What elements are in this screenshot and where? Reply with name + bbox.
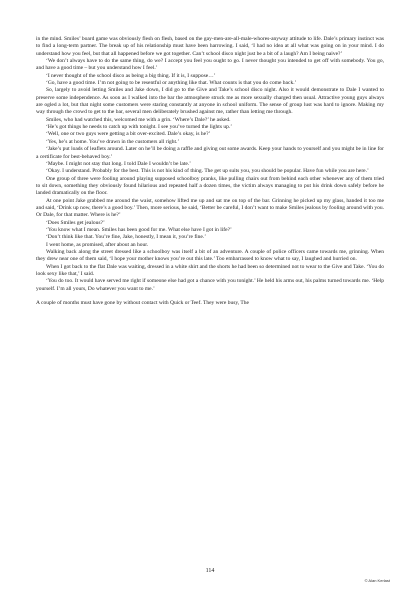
paragraph: When I got back to the flat Dale was waiting, dressed in a white shirt and the shorts he had been so determined not to wear to the Give and Take. ‘You do look sexy like that,’ I said. — [36, 263, 384, 277]
paragraph: A couple of months must have gone by without contact with Quick or Teef. They were busy, The — [36, 300, 249, 307]
paragraph: ‘He’s got things he needs to catch up with tonight. I see you’ve turned the lights up.’ — [46, 124, 233, 131]
paragraph: So, largely to avoid letting Smiles and Jake down, I did go to the Give and Take’s school disco night. Also it would demonstrate to Dale I wanted to preserve some independence. As soon as I walked into the bar the atmosphere struck me as more sexually charged then usual. Attractive young guys always are ogled a lot, but that night some customers were staring constantly at anyone in school uniform. The sense of group lust was hard to ignore. Making my way through the crowd to get to the bar, several men deliberately brushed against me, rather than letting me through. — [36, 87, 384, 116]
paragraph: ‘Don’t think like that. You’re fine, Jake, honestly, I mean it, you’re fine.’ — [46, 234, 207, 241]
paragraph: At one point Jake grabbed me around the waist, somehow lifted me up and sat me on top of the bar. Grinning he picked up my glass, handed it too me and said, ‘Drink up now, there’s a good boy.’ Then, more serious, he said, ‘Better be careful, I don’t want to make Smiles jealous by fooling around with you. Or Dale, for that matter. Where is he?’ — [36, 197, 384, 219]
body-text — [36, 36, 384, 307]
paragraph: Walking back along the street dressed like a schoolboy was itself a bit of an adventure. A couple of police officers came towards me, grinning. When they drew near one of them said, ‘I hope your mother knows you’re out this late.’ Too embarrassed to know what to say, I laughed and hurried on. — [36, 248, 384, 263]
paragraph: ‘Okay. I understand. Probably for the best. This is not his kind of thing. The get up suits you, you should be popular. Have fun while you are here.’ — [46, 168, 369, 175]
paragraph: ‘I never thought of the school disco as being a big thing. If it is, I suppose…’ — [46, 72, 216, 79]
paragraph: ‘Maybe. I might not stay that long. I told Dale I wouldn’t be late.’ — [46, 160, 192, 167]
page-body — [36, 36, 384, 556]
paragraph: I went home, as promised, after about an hour. — [46, 241, 149, 248]
paragraph: ‘Yes, he’s at home. You’ve drawn in the customers all right.’ — [46, 138, 180, 145]
paragraph: ‘Jake’s put loads of leaflets around. Later on he’ll be doing a raffle and giving out some awards. Keep your hands to yourself and you might be in line for a certificate for best-behaved boy.’ — [36, 146, 384, 160]
page-number: 114 — [205, 568, 215, 574]
paragraph: ‘Go, have a good time. I’m not going to be resentful or anything like that. What counts is that you do come back.’ — [46, 80, 297, 87]
paragraph: ‘Well, one or two guys were getting a bit over-excited. Dale’s okay, is he?’ — [46, 131, 211, 138]
paragraph: ‘You do too. It would have served me right if someone else had got a chance with you tonight.’ He held his arms out, his palms turned towards me. ‘Help yourself. I’m all yours, Do whatever you want to me.’ — [36, 278, 384, 292]
paragraph: Smiles, who had watched this, welcomed me with a grin. ‘Where’s Dale?’ he asked. — [46, 116, 231, 123]
paragraph: ‘Does Smiles get jealous?’ — [46, 219, 105, 226]
paragraph: ‘You know what I mean. Smiles has been good for me. What else have I got in life?’ — [46, 226, 232, 233]
paragraph: ‘We don’t always have to do the same thing, do we? I accept you feel you ought to go. I never thought you intended to get off with somebody. You go, and have a good time – but you understand how I feel.’ — [36, 58, 384, 72]
paragraph: One group of three were fooling around playing supposed schoolboy pranks, like pulling chairs out from behind each other whenever any of them tried to sit down, something they obviously found hilarious and repeated half a dozen times, the victim always managing to put his drink down safely before he landed dramatically on the floor. — [36, 175, 384, 197]
paragraph: in the mind. Smiles’ board game was obviously flesh on flesh, based on the gay-men-are-all-male-whores-anyway attitude to life. Dale’s primary instinct was to find a long-term partner. The break up of his relationship must have been harrowing. I said, ‘I had no idea at all what was going on in your mind. I do understand how you feel, but that all happened before we got together. Can’t school disco night just be a bit of a laugh? Am I being naive?’ — [36, 36, 384, 57]
copyright-notice: © Alan Kerlast — [364, 578, 390, 583]
